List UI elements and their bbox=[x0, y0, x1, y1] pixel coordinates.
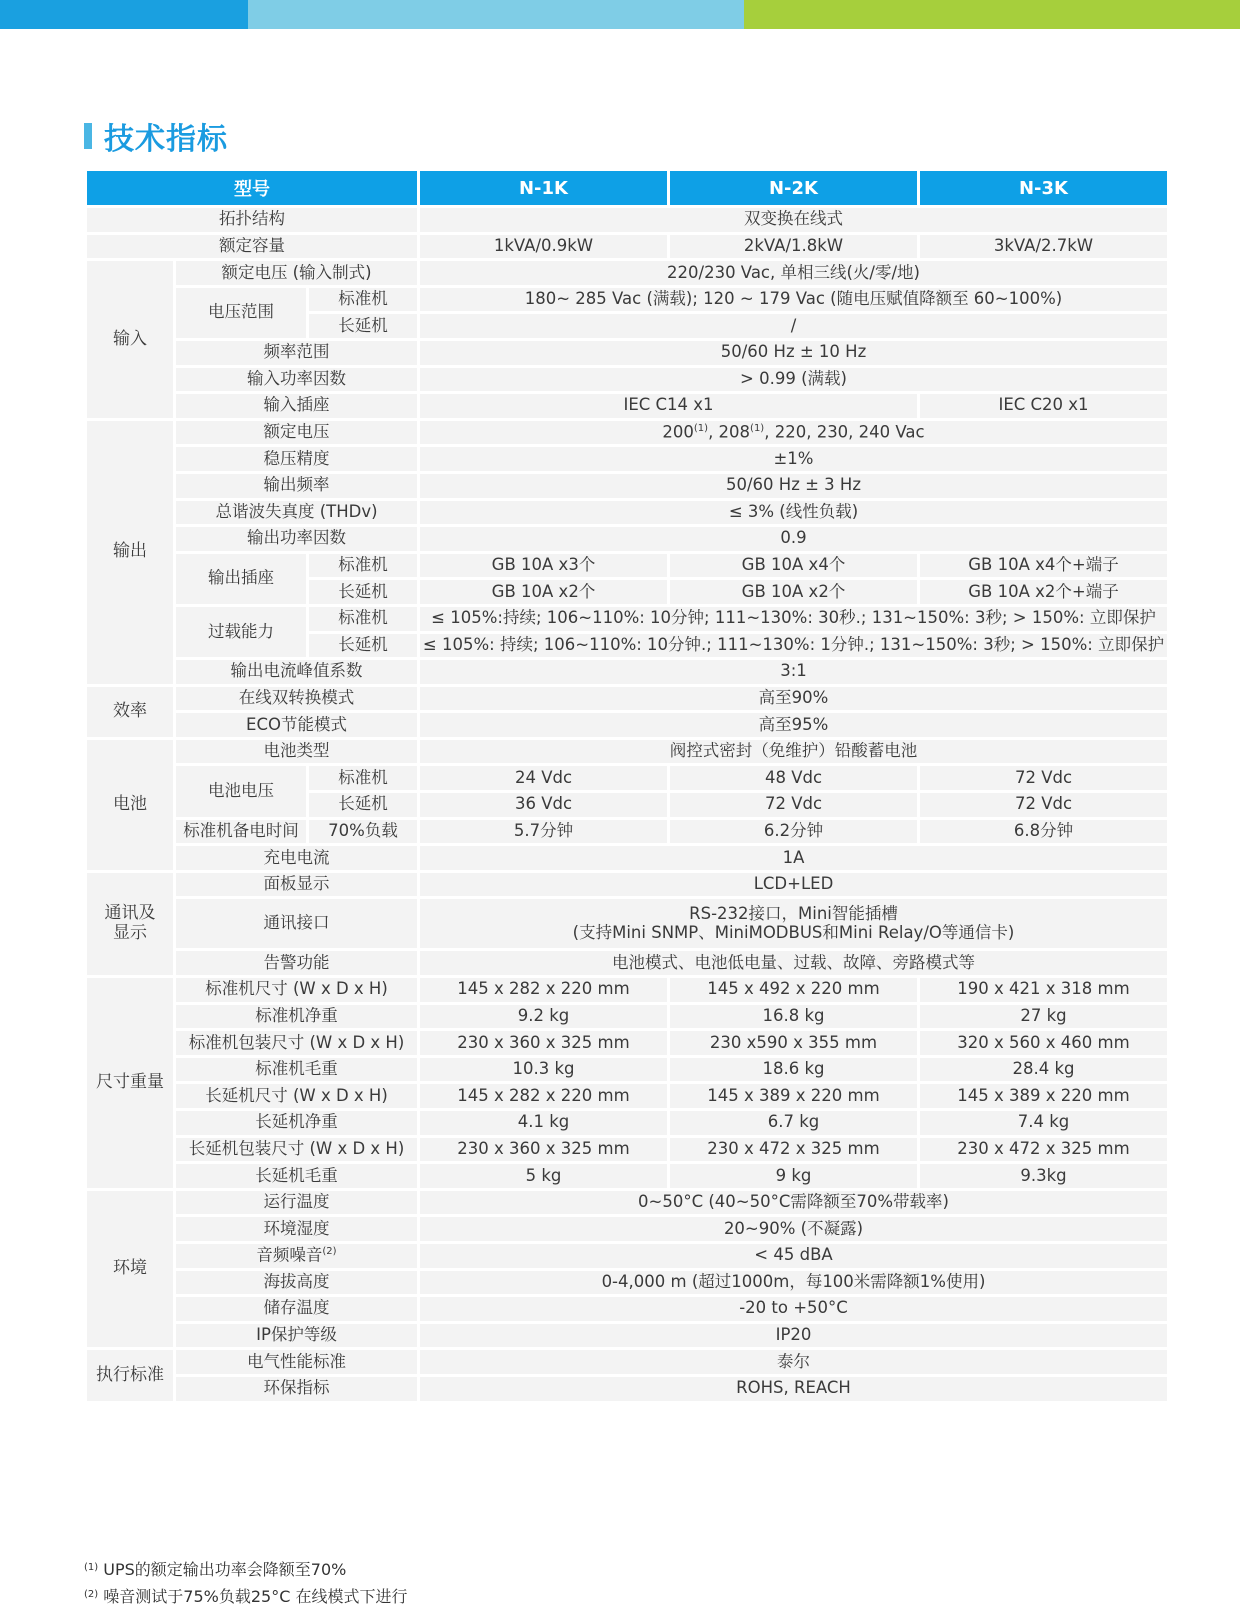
table-row bbox=[86, 977, 1169, 1004]
page-title: 技术指标 bbox=[104, 122, 228, 157]
row-label: 输入功率因数 bbox=[175, 366, 419, 393]
cell-n1k-n2k: IEC C14 x1 bbox=[419, 393, 919, 420]
value-part: 200 bbox=[662, 422, 694, 442]
row-label: 输入插座 bbox=[175, 393, 419, 420]
table-row bbox=[86, 552, 1169, 579]
cell-n1k: 36 Vdc bbox=[419, 792, 669, 819]
row-label: 电池电压 bbox=[175, 765, 308, 818]
sub-label-std: 标准机 bbox=[308, 552, 419, 579]
footnote-text: 噪音测试于75%负载25°C 在线模式下进行 bbox=[103, 1587, 408, 1606]
table-row bbox=[86, 393, 1169, 420]
row-value: ≤ 3% (线性负载) bbox=[419, 499, 1169, 526]
table-row bbox=[86, 339, 1169, 366]
row-label: 标准机包装尺寸 (W x D x H) bbox=[175, 1030, 419, 1057]
row-value: ROHS, REACH bbox=[419, 1375, 1169, 1402]
row-value: -20 to +50°C bbox=[419, 1296, 1169, 1323]
table-row bbox=[86, 1375, 1169, 1402]
cell-n3k: IEC C20 x1 bbox=[919, 393, 1169, 420]
cell-n3k: GB 10A x2个+端子 bbox=[919, 579, 1169, 606]
row-value bbox=[419, 898, 1169, 950]
label-text: 音频噪音 bbox=[256, 1245, 323, 1265]
table-row bbox=[86, 499, 1169, 526]
table-row bbox=[86, 738, 1169, 765]
footnote-text: UPS的额定输出功率会降额至70% bbox=[103, 1560, 347, 1579]
row-label: 频率范围 bbox=[175, 339, 419, 366]
table-row bbox=[86, 1349, 1169, 1376]
row-label: 拓扑结构 bbox=[86, 207, 419, 234]
row-label: 长延机包装尺寸 (W x D x H) bbox=[175, 1136, 419, 1163]
row-label: 额定电压 bbox=[175, 419, 419, 446]
row-value: 180~ 285 Vac (满载); 120 ~ 179 Vac (随电压赋值降额至 60~100%) bbox=[419, 286, 1169, 313]
row-label: 标准机尺寸 (W x D x H) bbox=[175, 977, 419, 1004]
table-row bbox=[86, 1003, 1169, 1030]
row-value: 50/60 Hz ± 3 Hz bbox=[419, 472, 1169, 499]
group-input: 输入 bbox=[86, 260, 175, 420]
footnote-mark: (2) bbox=[84, 1589, 99, 1600]
cell-n3k: 27 kg bbox=[919, 1003, 1169, 1030]
top-color-bar bbox=[0, 0, 1240, 29]
sub-label-std: 标准机 bbox=[308, 605, 419, 632]
row-label: 储存温度 bbox=[175, 1296, 419, 1323]
table-row bbox=[86, 526, 1169, 553]
cell-n3k: 6.8分钟 bbox=[919, 818, 1169, 845]
row-label: 输出频率 bbox=[175, 472, 419, 499]
table-row bbox=[86, 1296, 1169, 1323]
row-label: 运行温度 bbox=[175, 1189, 419, 1216]
table-row bbox=[86, 871, 1169, 898]
cell-n1k: 145 x 282 x 220 mm bbox=[419, 977, 669, 1004]
table-row bbox=[86, 685, 1169, 712]
row-value: 高至90% bbox=[419, 685, 1169, 712]
group-communication bbox=[86, 871, 175, 976]
row-label bbox=[175, 1242, 419, 1269]
cell-n2k: 48 Vdc bbox=[669, 765, 919, 792]
row-value: 高至95% bbox=[419, 712, 1169, 739]
cell-n3k: 72 Vdc bbox=[919, 765, 1169, 792]
row-value: 双变换在线式 bbox=[419, 207, 1169, 234]
cell-n2k: 230 x590 x 355 mm bbox=[669, 1030, 919, 1057]
row-label: 在线双转换模式 bbox=[175, 685, 419, 712]
heading-accent-bar bbox=[84, 123, 92, 149]
row-value: 50/60 Hz ± 10 Hz bbox=[419, 339, 1169, 366]
cell-n2k: 2kVA/1.8kW bbox=[669, 233, 919, 260]
cell-n2k: 6.2分钟 bbox=[669, 818, 919, 845]
row-label: 海拔高度 bbox=[175, 1269, 419, 1296]
table-row bbox=[86, 1163, 1169, 1190]
cell-n2k: 9 kg bbox=[669, 1163, 919, 1190]
row-value: 1A bbox=[419, 845, 1169, 872]
row-value: IP20 bbox=[419, 1322, 1169, 1349]
row-label: 环境湿度 bbox=[175, 1216, 419, 1243]
cell-n2k: 145 x 492 x 220 mm bbox=[669, 977, 919, 1004]
table-row bbox=[86, 1110, 1169, 1137]
row-label: 标准机毛重 bbox=[175, 1056, 419, 1083]
table-header-row bbox=[86, 171, 1169, 207]
spec-table bbox=[84, 171, 1170, 1404]
group-label-line: 通讯及 bbox=[104, 903, 156, 924]
cell-n1k: GB 10A x2个 bbox=[419, 579, 669, 606]
row-label: 过载能力 bbox=[175, 605, 308, 658]
table-row bbox=[86, 1056, 1169, 1083]
cell-n2k: 16.8 kg bbox=[669, 1003, 919, 1030]
row-value: ±1% bbox=[419, 446, 1169, 473]
table-row bbox=[86, 1136, 1169, 1163]
cell-n3k: 9.3kg bbox=[919, 1163, 1169, 1190]
row-label: IP保护等级 bbox=[175, 1322, 419, 1349]
row-value bbox=[419, 419, 1169, 446]
row-value: 0~50°C (40~50°C需降额至70%带载率) bbox=[419, 1189, 1169, 1216]
header-n1k: N-1K bbox=[419, 171, 669, 207]
cell-n1k: 145 x 282 x 220 mm bbox=[419, 1083, 669, 1110]
row-value: ≤ 105%:持续; 106~110%: 10分钟; 111~130%: 30秒.; 131~150%: 3秒; > 150%: 立即保护 bbox=[419, 605, 1169, 632]
table-row bbox=[86, 818, 1169, 845]
row-value: 泰尔 bbox=[419, 1349, 1169, 1376]
table-row bbox=[86, 233, 1169, 260]
group-standards: 执行标准 bbox=[86, 1349, 175, 1402]
sub-label-std: 标准机 bbox=[308, 765, 419, 792]
row-label: 长延机尺寸 (W x D x H) bbox=[175, 1083, 419, 1110]
row-value: 20~90% (不凝露) bbox=[419, 1216, 1169, 1243]
row-label: 总谐波失真度 (THDv) bbox=[175, 499, 419, 526]
row-value: > 0.99 (满载) bbox=[419, 366, 1169, 393]
table-row bbox=[86, 1216, 1169, 1243]
sub-label-ext: 长延机 bbox=[308, 579, 419, 606]
group-battery: 电池 bbox=[86, 738, 175, 871]
table-row bbox=[86, 950, 1169, 977]
table-row bbox=[86, 1242, 1169, 1269]
row-value: 0-4,000 m (超过1000m，每100米需降额1%使用) bbox=[419, 1269, 1169, 1296]
header-n3k: N-3K bbox=[919, 171, 1169, 207]
header-model: 型号 bbox=[86, 171, 419, 207]
cell-n1k: 5 kg bbox=[419, 1163, 669, 1190]
row-label: 环保指标 bbox=[175, 1375, 419, 1402]
row-label: 电压范围 bbox=[175, 286, 308, 339]
sub-label-ext: 长延机 bbox=[308, 313, 419, 340]
footnote-mark: (1) bbox=[84, 1562, 99, 1573]
row-label: 输出功率因数 bbox=[175, 526, 419, 553]
table-row bbox=[86, 366, 1169, 393]
cell-n2k: 18.6 kg bbox=[669, 1056, 919, 1083]
cell-n1k: GB 10A x3个 bbox=[419, 552, 669, 579]
cell-n3k: 7.4 kg bbox=[919, 1110, 1169, 1137]
cell-n2k: GB 10A x4个 bbox=[669, 552, 919, 579]
value-part: , 220, 230, 240 Vac bbox=[764, 422, 925, 442]
footnotes bbox=[84, 1555, 407, 1609]
row-value: / bbox=[419, 313, 1169, 340]
table-row bbox=[86, 605, 1169, 632]
row-label: 额定容量 bbox=[86, 233, 419, 260]
row-value: 电池模式、电池低电量、过载、故障、旁路模式等 bbox=[419, 950, 1169, 977]
table-row bbox=[86, 1269, 1169, 1296]
row-label: 标准机净重 bbox=[175, 1003, 419, 1030]
row-label: 输出插座 bbox=[175, 552, 308, 605]
cell-n2k: 230 x 472 x 325 mm bbox=[669, 1136, 919, 1163]
cell-n1k: 230 x 360 x 325 mm bbox=[419, 1136, 669, 1163]
cell-n1k: 4.1 kg bbox=[419, 1110, 669, 1137]
row-label: 电池类型 bbox=[175, 738, 419, 765]
row-label: 额定电压 (输入制式) bbox=[175, 260, 419, 287]
cell-n1k: 5.7分钟 bbox=[419, 818, 669, 845]
footnote-ref-2: (2) bbox=[322, 1246, 337, 1258]
row-value: 0.9 bbox=[419, 526, 1169, 553]
section-heading bbox=[84, 114, 228, 158]
row-value: 阀控式密封（免维护）铅酸蓄电池 bbox=[419, 738, 1169, 765]
cell-n2k: 6.7 kg bbox=[669, 1110, 919, 1137]
row-value: LCD+LED bbox=[419, 871, 1169, 898]
cell-n2k: 145 x 389 x 220 mm bbox=[669, 1083, 919, 1110]
footnote-ref-1: (1) bbox=[750, 422, 765, 434]
row-value: 3:1 bbox=[419, 659, 1169, 686]
table-row bbox=[86, 1322, 1169, 1349]
table-row bbox=[86, 712, 1169, 739]
cell-n2k: GB 10A x2个 bbox=[669, 579, 919, 606]
row-label: 长延机毛重 bbox=[175, 1163, 419, 1190]
top-bar-blue-segment bbox=[0, 0, 248, 29]
header-n2k: N-2K bbox=[669, 171, 919, 207]
sub-label-std: 标准机 bbox=[308, 286, 419, 313]
row-label: 长延机净重 bbox=[175, 1110, 419, 1137]
table-row bbox=[86, 1189, 1169, 1216]
top-bar-green-segment bbox=[744, 0, 1240, 29]
table-row bbox=[86, 286, 1169, 313]
row-label: ECO节能模式 bbox=[175, 712, 419, 739]
sub-label-load: 70%负载 bbox=[308, 818, 419, 845]
row-label: 电气性能标准 bbox=[175, 1349, 419, 1376]
cell-n3k: 190 x 421 x 318 mm bbox=[919, 977, 1169, 1004]
cell-n1k: 24 Vdc bbox=[419, 765, 669, 792]
row-value: 220/230 Vac, 单相三线(火/零/地) bbox=[419, 260, 1169, 287]
row-value: < 45 dBA bbox=[419, 1242, 1169, 1269]
table-row bbox=[86, 1030, 1169, 1057]
group-efficiency: 效率 bbox=[86, 685, 175, 738]
table-row bbox=[86, 446, 1169, 473]
cell-n2k: 72 Vdc bbox=[669, 792, 919, 819]
row-value: ≤ 105%: 持续; 106~110%: 10分钟.; 111~130%: 1分钟.; 131~150%: 3秒; > 150%: 立即保护 bbox=[419, 632, 1169, 659]
cell-n1k: 1kVA/0.9kW bbox=[419, 233, 669, 260]
cell-n1k: 9.2 kg bbox=[419, 1003, 669, 1030]
sub-label-ext: 长延机 bbox=[308, 632, 419, 659]
table-row bbox=[86, 1083, 1169, 1110]
table-row bbox=[86, 260, 1169, 287]
value-line: RS-232接口，Mini智能插槽 bbox=[689, 903, 898, 923]
value-line: (支持Mini SNMP、MiniMODBUS和Mini Relay/O等通信卡) bbox=[572, 922, 1015, 942]
cell-n3k: GB 10A x4个+端子 bbox=[919, 552, 1169, 579]
top-bar-light-blue-segment bbox=[248, 0, 744, 29]
cell-n3k: 145 x 389 x 220 mm bbox=[919, 1083, 1169, 1110]
table-row bbox=[86, 419, 1169, 446]
table-row bbox=[86, 207, 1169, 234]
row-label: 充电电流 bbox=[175, 845, 419, 872]
cell-n3k: 3kVA/2.7kW bbox=[919, 233, 1169, 260]
sub-label-ext: 长延机 bbox=[308, 792, 419, 819]
table-row bbox=[86, 765, 1169, 792]
row-label: 输出电流峰值系数 bbox=[175, 659, 419, 686]
table-row bbox=[86, 659, 1169, 686]
value-part: , 208 bbox=[708, 422, 751, 442]
group-dimensions: 尺寸重量 bbox=[86, 977, 175, 1190]
footnote-ref-1: (1) bbox=[693, 422, 709, 434]
row-label: 通讯接口 bbox=[175, 898, 419, 950]
cell-n3k: 230 x 472 x 325 mm bbox=[919, 1136, 1169, 1163]
cell-n1k: 10.3 kg bbox=[419, 1056, 669, 1083]
footnote-1 bbox=[84, 1555, 407, 1582]
cell-n3k: 320 x 560 x 460 mm bbox=[919, 1030, 1169, 1057]
cell-n3k: 28.4 kg bbox=[919, 1056, 1169, 1083]
group-environment: 环境 bbox=[86, 1189, 175, 1349]
table-row bbox=[86, 472, 1169, 499]
row-label: 面板显示 bbox=[175, 871, 419, 898]
row-label: 标准机备电时间 bbox=[175, 818, 308, 845]
row-label: 稳压精度 bbox=[175, 446, 419, 473]
cell-n1k: 230 x 360 x 325 mm bbox=[419, 1030, 669, 1057]
row-label: 告警功能 bbox=[175, 950, 419, 977]
group-label-line: 显示 bbox=[113, 922, 147, 943]
group-output: 输出 bbox=[86, 419, 175, 685]
table-row bbox=[86, 898, 1169, 950]
table-row bbox=[86, 845, 1169, 872]
cell-n3k: 72 Vdc bbox=[919, 792, 1169, 819]
